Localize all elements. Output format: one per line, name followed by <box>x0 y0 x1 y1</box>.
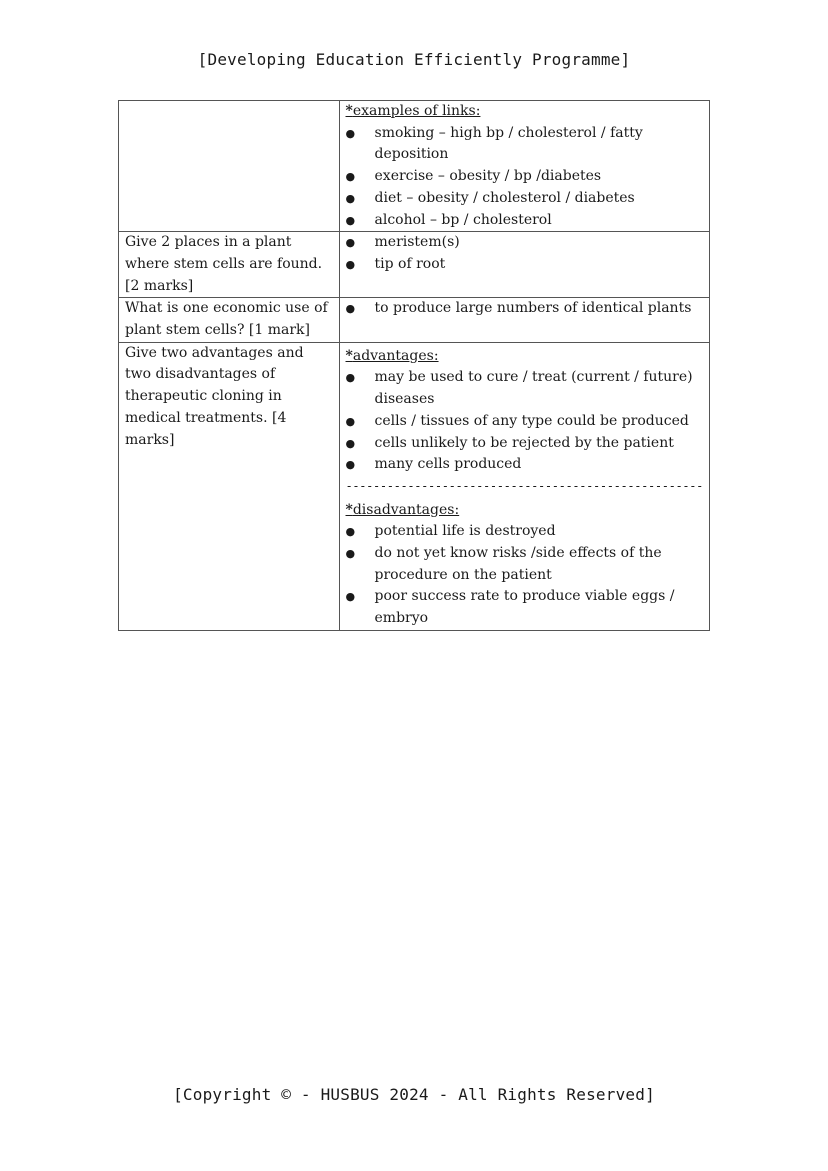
section-divider: ---------------------------------------------------- <box>345 478 703 493</box>
list-item: ● to produce large numbers of identical plants <box>346 298 703 320</box>
asterisk-icon: * <box>345 347 353 364</box>
answer-list <box>346 232 703 275</box>
answer-cell <box>339 298 709 342</box>
asterisk-icon: * <box>345 501 353 518</box>
table-row <box>119 101 710 232</box>
answer-list <box>346 521 703 630</box>
list-item: ● smoking – high bp / cholesterol / fatty deposition <box>346 123 703 166</box>
answer-heading: *advantages: <box>345 347 439 364</box>
list-item: ● do not yet know risks /side effects of the procedure on the patient <box>346 543 703 586</box>
list-item: ● diet – obesity / cholesterol / diabetes <box>346 188 703 210</box>
list-item: ● may be used to cure / treat (current / future) diseases <box>346 367 703 410</box>
answer-list <box>346 123 703 232</box>
mark-scheme-table <box>118 100 710 631</box>
question-cell: Give two advantages and two disadvantages of therapeutic cloning in medical treatments. [4 marks] <box>119 342 340 630</box>
page-footer: [Copyright © - HUSBUS 2024 - All Rights Reserved] <box>173 1085 655 1104</box>
asterisk-icon: * <box>345 103 353 119</box>
question-cell <box>119 101 340 232</box>
answer-heading: *disadvantages: <box>345 501 460 518</box>
list-item: ● potential life is destroyed <box>346 521 703 543</box>
answer-list <box>346 298 703 320</box>
table-row <box>119 232 710 298</box>
list-item: ● poor success rate to produce viable eggs / embryo <box>346 586 703 629</box>
list-item: ● exercise – obesity / bp /diabetes <box>346 166 703 188</box>
table-row <box>119 298 710 342</box>
table-row <box>119 342 710 630</box>
list-item: ● cells / tissues of any type could be produced <box>346 411 703 433</box>
answer-cell <box>339 232 709 298</box>
page-header: [Developing Education Efficiently Programme] <box>197 50 631 69</box>
list-item: ● meristem(s) <box>346 232 703 254</box>
answer-heading: *examples of links: <box>345 103 481 119</box>
list-item: ● alcohol – bp / cholesterol <box>346 210 703 232</box>
list-item: ● many cells produced <box>346 454 703 476</box>
question-cell: What is one economic use of plant stem cells? [1 mark] <box>119 298 340 342</box>
list-item: ● cells unlikely to be rejected by the patient <box>346 433 703 455</box>
answer-cell <box>339 342 709 630</box>
answer-list <box>346 367 703 476</box>
question-cell: Give 2 places in a plant where stem cells are found. [2 marks] <box>119 232 340 298</box>
answer-cell <box>339 101 709 232</box>
list-item: ● tip of root <box>346 254 703 276</box>
